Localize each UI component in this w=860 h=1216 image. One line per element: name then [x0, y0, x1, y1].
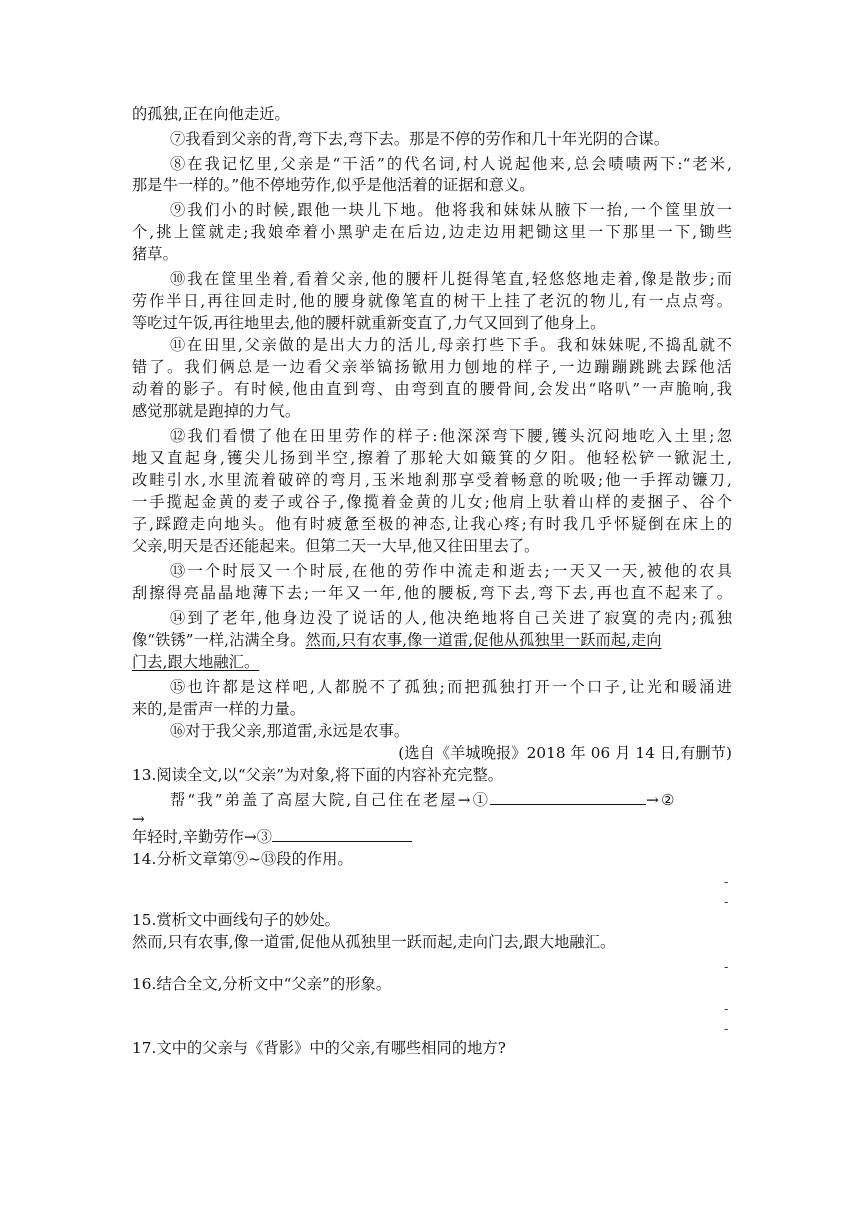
passage-line: 刮擦得亮晶晶地薄下去;一年又一年,他的腰板,弯下去,弯下去,再也直不起来了。: [132, 584, 732, 602]
question-17-title: 17.文中的父亲与《背影》中的父亲,有哪些相同的地方?: [132, 1039, 506, 1057]
paragraph-14: ⑭到了老年,他身边没了说话的人,他决绝地将自己关进了寂寞的壳内;孤独: [170, 609, 732, 627]
passage-line: 地又直起身,镬尖儿扬到半空,擦着了那轮大如簸箕的夕阳。他轻松铲一锨泥土,: [132, 449, 732, 467]
paragraph-12: ⑫我们看惯了他在田里劳作的样子:他深深弯下腰,镬头沉闷地吃入土里;忽: [170, 427, 732, 445]
paragraph-8: ⑧在我记忆里,父亲是“干活”的代名词,村人说起他来,总会啧啧两下:“老米,: [170, 155, 732, 173]
paragraph-10: ⑩我在筐里坐着,看着父亲,他的腰杆儿挺得笔直,轻悠悠地走着,像是散步;而: [170, 270, 732, 288]
paragraph-9: ⑨我们小的时候,跟他一块儿下地。他将我和妹妹从腋下一抬,一个筐里放一: [170, 201, 732, 219]
underlined-sentence-end: 门去,跟大地融汇。: [132, 653, 260, 671]
paragraph-13: ⑬一个时辰又一个时辰,在他的劳作中流走和逝去;一天又一天,被他的农具: [170, 562, 732, 580]
passage-line: 动着的影子。有时候,他由直到弯、由弯到直的腰骨间,会发出“咯叭”一声脆响,我: [132, 380, 732, 398]
chain-arrow: →: [132, 810, 145, 828]
chain-step-1: 帮“我”弟盖了高屋大院,自己住在老屋→①: [170, 791, 491, 809]
answer-line-marker: -: [724, 960, 729, 975]
passage-line: 改畦引水,水里流着破碎的弯月,玉米地刹那享受着畅意的吮吸;他一手挥动镰刀,: [132, 471, 732, 489]
paragraph-11: ⑪在田里,父亲做的是出大力的活儿,母亲打些下手。我和妹妹呢,不捣乱就不: [170, 336, 732, 354]
underlined-sentence: 然而,只有农事,像一道雷,促他从孤独里一跃而起,走向: [305, 631, 662, 649]
passage-line: [132, 651, 732, 673]
chain-arrow-2: →②: [646, 791, 677, 809]
question-15-quote: 然而,只有农事,像一道雷,促他从孤独里一跃而起,走向门去,跟大地融汇。: [132, 933, 616, 951]
paragraph-7: ⑦我看到父亲的背,弯下去,弯下去。那是不停的劳作和几十年光阴的合谋。: [170, 130, 670, 148]
passage-line: 子,踩蹬走向地头。他有时疲惫至极的神态,让我心疼;有时我几乎怀疑倒在床上的: [132, 515, 732, 533]
passage-line: 的孤独,正在向他走近。: [132, 105, 290, 123]
passage-line: 个,挑上筐就走;我娘牵着小黑驴走在后边,边走边用耙锄这里一下那里一下,锄些: [132, 223, 732, 241]
question-15-title: 15.赏析文中画线句子的妙处。: [132, 911, 340, 929]
passage-line: 感觉那就是跑掉的力气。: [132, 402, 301, 420]
passage-line: [132, 629, 732, 651]
answer-blank-3[interactable]: [272, 826, 412, 842]
passage-line: 父亲,明天是否还能起来。但第二天一大早,他又往田里去了。: [132, 537, 540, 555]
answer-line-marker: -: [724, 1002, 729, 1017]
answer-line-marker: -: [724, 895, 729, 910]
source-citation: (选自《羊城晚报》2018 年 06 月 14 日,有删节): [398, 744, 732, 762]
answer-line-marker: -: [724, 1022, 729, 1037]
question-14-title: 14.分析文章第⑨~⑬段的作用。: [132, 850, 353, 868]
passage-text: 像“铁锈”一样,沾满全身。: [132, 631, 306, 649]
passage-line: 劳作半日,再往回走时,他的腰身就像笔直的树干上挂了老沉的物儿,有一点点弯。: [132, 292, 732, 310]
answer-blank-1[interactable]: [490, 789, 646, 805]
passage-line: 那是牛一样的。”他不停地劳作,似乎是他活着的证据和意义。: [132, 176, 535, 194]
passage-line: 错了。我们俩总是一边看父亲举镐扬锨用力刨地的样子,一边蹦蹦跳跳去踩他活: [132, 358, 732, 376]
passage-line: 等吃过午饭,再往地里去,他的腰杆就重新变直了,力气又回到了他身上。: [132, 314, 606, 332]
passage-line: 一手揽起金黄的麦子或谷子,像揽着金黄的儿女;他肩上驮着山样的麦捆子、谷个: [132, 493, 732, 511]
answer-line-marker: -: [724, 875, 729, 890]
question-16-title: 16.结合全文,分析文中“父亲”的形象。: [132, 975, 392, 993]
passage-line: 来的,是雷声一样的力量。: [132, 700, 306, 718]
question-13-title: 13.阅读全文,以“父亲”为对象,将下面的内容补充完整。: [132, 766, 504, 784]
question-13-line3: [132, 826, 732, 848]
paragraph-15: ⑮也许都是这样吧,人都脱不了孤独;而把孤独打开一个口子,让光和暖涌进: [170, 678, 732, 696]
paragraph-16: ⑯对于我父亲,那道雷,永远是农事。: [170, 722, 410, 740]
passage-line: 猪草。: [132, 245, 178, 263]
chain-step-3: 年轻时,辛勤劳作→③: [132, 828, 273, 846]
